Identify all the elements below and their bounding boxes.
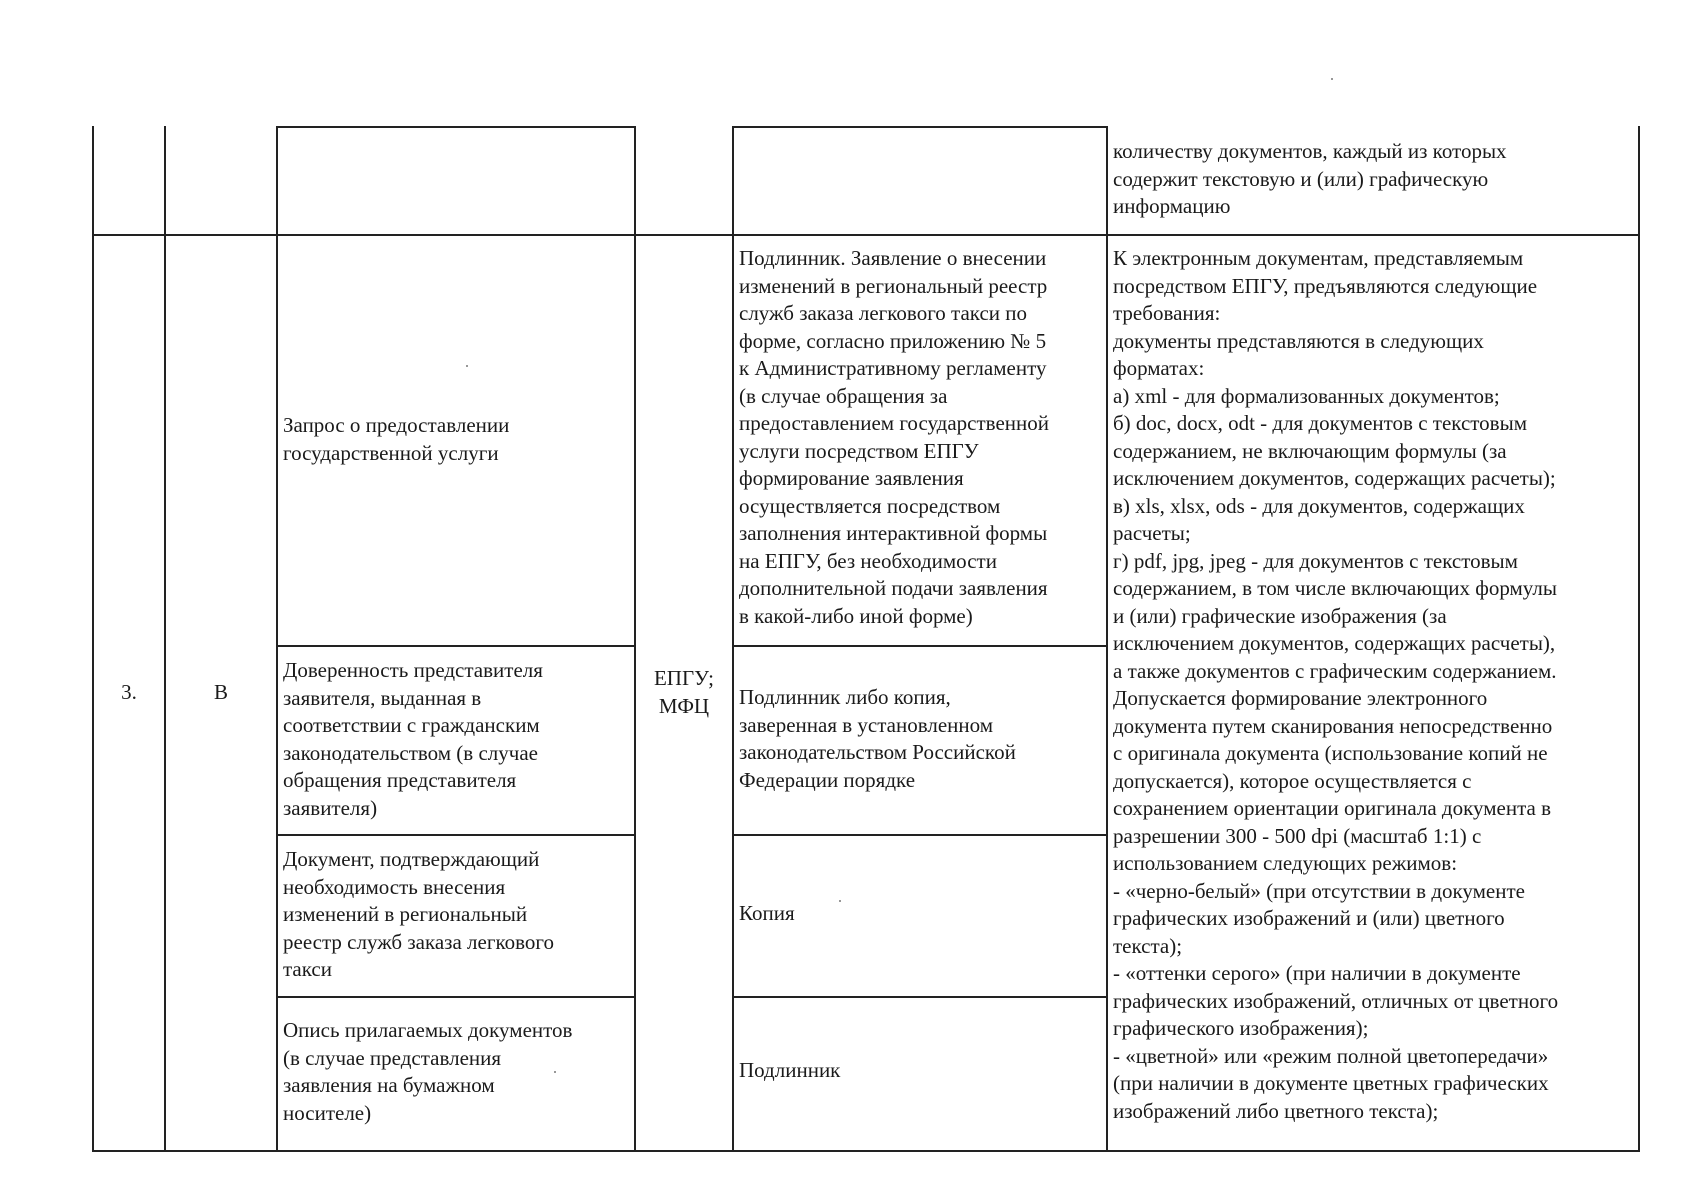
table-border-bottom bbox=[92, 1150, 1640, 1152]
column-divider bbox=[276, 126, 278, 1152]
document-form: Копия bbox=[739, 901, 795, 925]
document-form: Подлинник. Заявление о внесении изменений в региональный реестр служб заказа легкового такси по форме, согласно приложению № 5 к Административному регламенту (в случае обращения за предоставлением государственной услуги посредством ЕПГУ формирование заявления осуществляется посредством заполнения интерактивной формы на ЕПГУ, без необходимости дополнительной подачи заявления в какой-либо иной форме) bbox=[739, 246, 1050, 628]
column-divider bbox=[634, 126, 636, 1152]
doc-form-divider bbox=[732, 996, 1106, 998]
row-number: 3. bbox=[121, 680, 137, 704]
requirements-continuation-text: количеству документов, каждый из которых содержит текстовую и (или) графическую информацию bbox=[1113, 139, 1507, 218]
doc-name-divider bbox=[276, 834, 634, 836]
column-divider bbox=[164, 126, 166, 1152]
scan-speck bbox=[554, 1071, 556, 1073]
doc-name-divider bbox=[276, 645, 634, 647]
document-name: Доверенность представителя заявителя, выданная в соответствии с гражданским законодательством (в случае обращения представителя заявителя) bbox=[283, 658, 543, 820]
table-border-top-doc-form bbox=[732, 126, 1106, 128]
document-name: Документ, подтверждающий необходимость внесения изменений в региональный реестр служб заказа легкового такси bbox=[283, 847, 554, 981]
scan-speck bbox=[466, 365, 468, 367]
column-divider bbox=[732, 126, 734, 1152]
doc-name-divider bbox=[276, 996, 634, 998]
table-border-right bbox=[1638, 126, 1640, 1152]
document-form: Подлинник либо копия, заверенная в установленном законодательством Российской Федерации порядке bbox=[739, 685, 1016, 792]
row-letter: В bbox=[213, 680, 228, 704]
document-form: Подлинник bbox=[739, 1058, 841, 1082]
requirements-text: К электронным документам, представляемым посредством ЕПГУ, предъявляются следующие требования: документы представляются в следующих форматах: а) xml - для формализованных документов; б) doc, docx, odt - для документов с текстовым содержанием, не включающим формулы (за исключением документов, содержащих расчеты); в) xls, xlsx, ods - для документов, содержащих расчеты; г) pdf, jpg, jpeg - для документов с текстовым содержанием, в том числе включающих формулы и (или) графические изображения (за исключением документов, содержащих расчеты), а также документов с графическим содержанием. Допускается формирование электронного документа путем сканирования непосредственно с оригинала документа (использование копий не допускается), которое осуществляется с сохранением ориентации оригинала документа в разрешении 300 - 500 dpi (масштаб 1:1) с использованием следующих режимов: - «черно-белый» (при отсутствии в документе графических изображений и (или) цветного текста); - «оттенки серого» (при наличии в документе графических изображений, отличных от цветного графического изображения); - «цветной» или «режим полной цветопередачи» (при наличии в документе цветных графических изображений либо цветного текста); bbox=[1113, 246, 1559, 1123]
scan-speck bbox=[839, 900, 841, 902]
doc-form-divider bbox=[732, 645, 1106, 647]
table-row-divider bbox=[92, 234, 1640, 236]
submission-channel: ЕПГУ; МФЦ bbox=[653, 666, 715, 718]
doc-form-divider bbox=[732, 834, 1106, 836]
document-name: Опись прилагаемых документов (в случае представления заявления на бумажном носителе) bbox=[283, 1018, 573, 1125]
table-border-top-doc-name bbox=[276, 126, 634, 128]
document-name: Запрос о предоставлении государственной услуги bbox=[283, 413, 510, 465]
column-divider bbox=[1106, 126, 1108, 1152]
scan-speck bbox=[1331, 78, 1333, 80]
table-border-left bbox=[92, 126, 94, 1152]
